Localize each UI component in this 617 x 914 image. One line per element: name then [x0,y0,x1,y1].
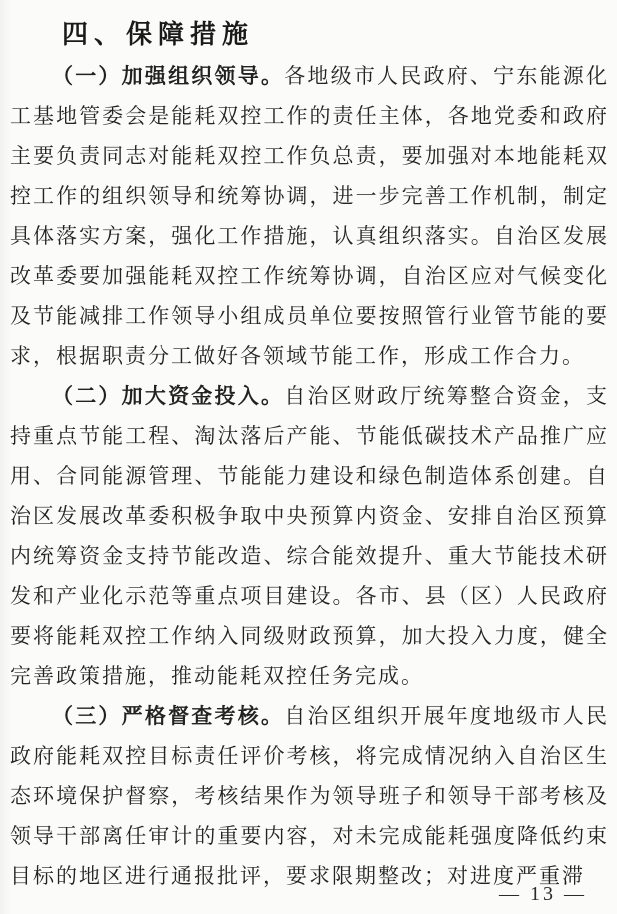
paragraph-1-body: 各地级市人民政府、宁东能源化工基地管委会是能耗双控工作的责任主体，各地党委和政府主要负责同志对能耗双控工作负总责，要加强对本地能耗双控工作的组织领导和统筹协调，进一步完善工作机制，制定具体落实方案，强化工作措施，认真组织落实。自治区发展改革委要加强能耗双控工作统筹协调，自治区应对气候变化及节能减排工作领导小组成员单位要按照管行业管节能的要求，根据职责分工做好各领域节能工作，形成工作合力。 [10,64,610,368]
paragraph-2-lead: （二）加大资金投入。 [52,384,285,408]
paragraph-1-lead: （一）加强组织领导。 [52,64,285,88]
paragraph-2 [10,376,609,696]
paragraph-3 [10,696,609,896]
paragraph-3-body: 自治区组织开展年度地级市人民政府能耗双控目标责任评价考核，将完成情况纳入自治区生态环境保护督察，考核结果作为领导班子和领导干部考核及领导干部离任审计的重要内容，对未完成能耗强度降低约束目标的地区进行通报批评，要求限期整改；对进度严重滞 [10,704,610,888]
paragraph-2-body: 自治区财政厅统筹整合资金，支持重点节能工程、淘汰落后产能、节能低碳技术产品推广应用、合同能源管理、节能能力建设和绿色制造体系创建。自治区发展改革委积极争取中央预算内资金、安排自治区预算内统筹资金支持节能改造、综合能效提升、重大节能技术研发和产业化示范等重点项目建设。各市、县（区）人民政府要将能耗双控工作纳入同级财政预算，加大投入力度，健全完善政策措施，推动能耗双控任务完成。 [10,384,610,688]
paragraph-3-lead: （三）严格督查考核。 [52,704,285,728]
paragraph-1 [10,56,609,376]
section-heading: 四、保障措施 [62,19,255,49]
page-number: — 13 — [499,883,587,905]
